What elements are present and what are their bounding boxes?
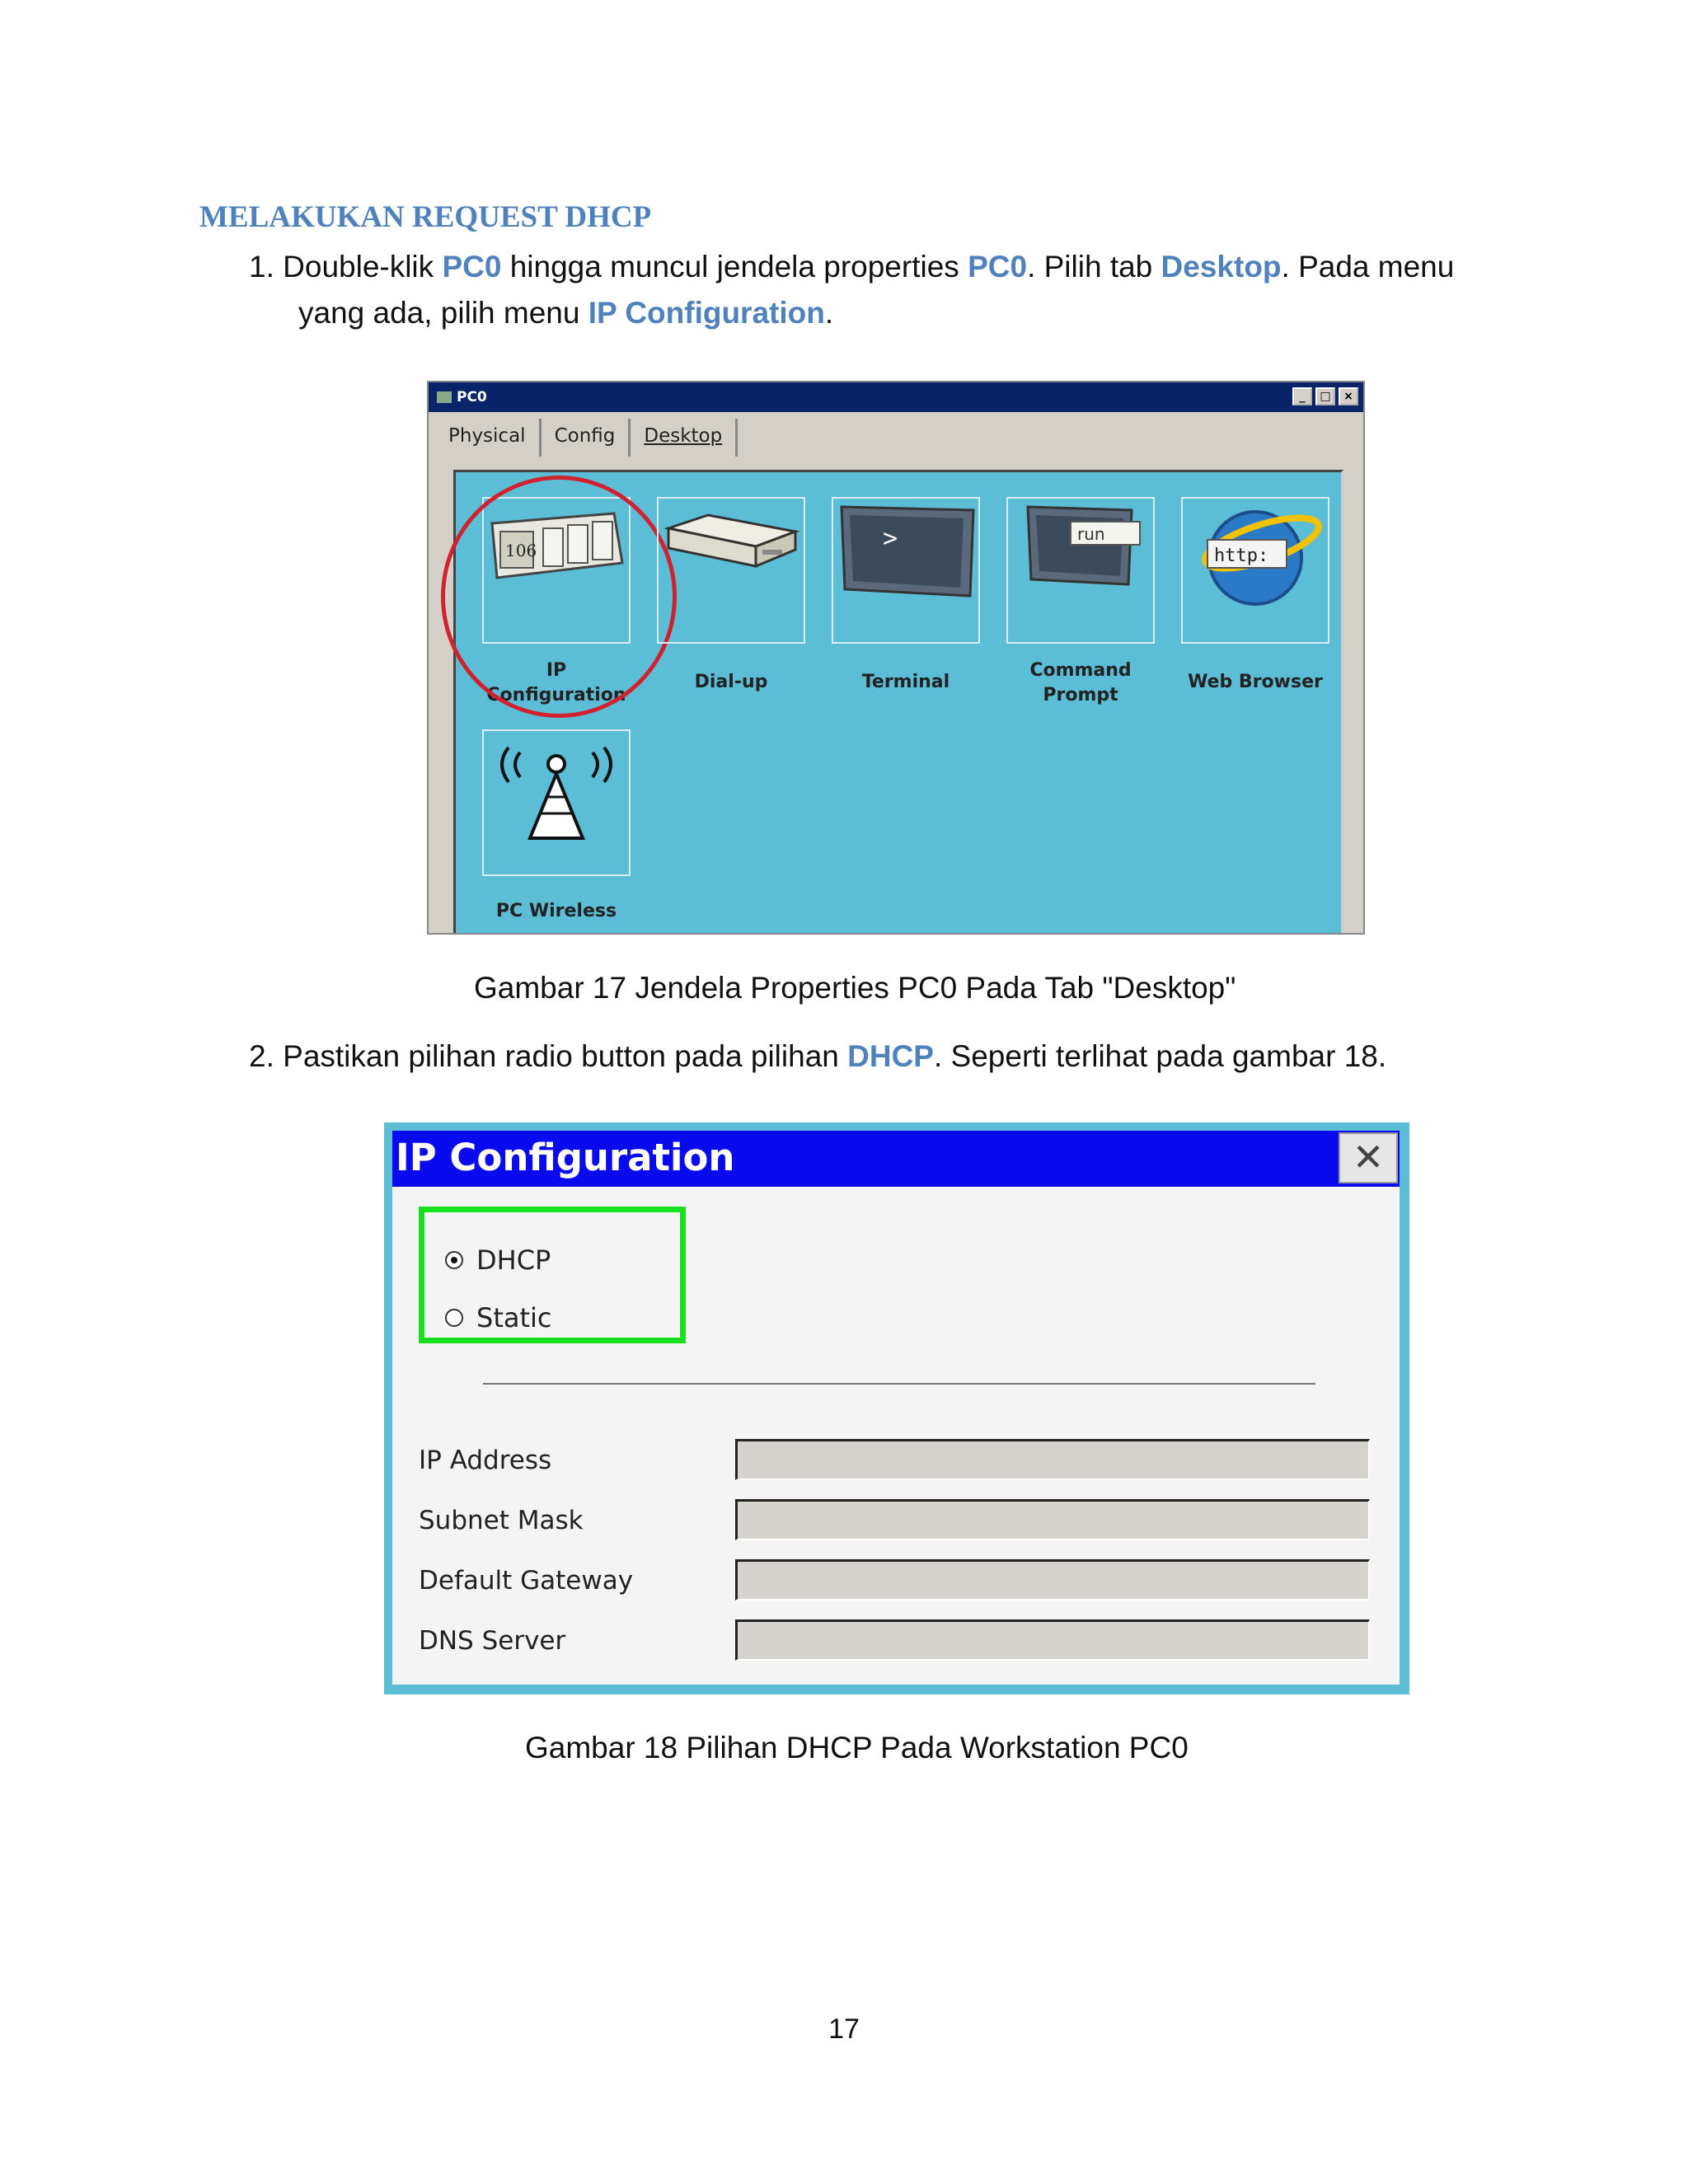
ip-config-window-title: IP Configuration: [396, 1136, 735, 1179]
ip-icon-label: 106: [505, 541, 537, 560]
terminal-prompt-glyph: >: [883, 524, 898, 553]
close-button[interactable]: ×: [1339, 387, 1358, 405]
static-radio-button[interactable]: [445, 1309, 463, 1327]
command-prompt-app[interactable]: [1006, 497, 1155, 644]
step-1-text: . Pilih tab: [1027, 250, 1161, 284]
step-2-text: Pastikan pilihan radio button pada pilihan: [283, 1039, 848, 1073]
terminal-icon: [833, 499, 978, 642]
pc0-properties-window: [427, 381, 1365, 935]
step-2-text: . Seperti terlihat pada gambar 18.: [933, 1039, 1387, 1073]
desktop-highlight: Desktop: [1160, 250, 1282, 284]
figure-17-caption: Gambar 17 Jendela Properties PC0 Pada Tab "Desktop": [474, 971, 1236, 1005]
step-2: [249, 1033, 1386, 1080]
ip-configuration-label-line1: IP: [546, 660, 567, 681]
terminal-app[interactable]: [832, 497, 980, 644]
ip-configuration-label-line2: Configuration: [486, 685, 626, 705]
step-1-text: hingga muncul jendela properties: [501, 250, 968, 284]
dns-server-input[interactable]: [735, 1619, 1370, 1661]
tab-config[interactable]: Config: [542, 419, 631, 457]
ip-configuration-highlight: IP Configuration: [588, 296, 825, 330]
step-1-number: 1.: [249, 250, 274, 284]
pc-icon: [437, 391, 452, 403]
pc-wireless-app[interactable]: [482, 729, 631, 876]
pc0-highlight: PC0: [442, 250, 502, 284]
page-number: 17: [828, 2013, 860, 2045]
figure-18-caption: Gambar 18 Pilihan DHCP Pada Workstation PC0: [525, 1731, 1189, 1765]
step-1-text: .: [824, 296, 834, 330]
ip-address-label: IP Address: [419, 1446, 552, 1475]
dhcp-radio-label: DHCP: [476, 1244, 551, 1276]
tab-physical[interactable]: Physical: [435, 419, 542, 457]
default-gateway-label: Default Gateway: [419, 1566, 634, 1596]
default-gateway-input[interactable]: [735, 1559, 1370, 1601]
minimize-button[interactable]: _: [1292, 387, 1312, 405]
close-button[interactable]: [1339, 1132, 1398, 1183]
terminal-label[interactable]: Terminal: [861, 672, 950, 692]
step-1: [249, 244, 1454, 290]
section-title: MELAKUKAN REQUEST DHCP: [199, 200, 652, 234]
subnet-mask-input[interactable]: [735, 1499, 1370, 1540]
static-radio[interactable]: [445, 1302, 552, 1333]
tab-desktop[interactable]: Desktop: [631, 419, 738, 457]
maximize-button[interactable]: □: [1315, 387, 1335, 405]
web-browser-app[interactable]: [1181, 497, 1329, 644]
ip-configuration-window: [384, 1122, 1409, 1694]
static-radio-label: Static: [476, 1302, 552, 1333]
close-icon: ✕: [1352, 1135, 1385, 1179]
pc-wireless-label[interactable]: PC Wireless: [495, 901, 617, 921]
divider: [483, 1383, 1315, 1385]
step-1-text: Double-klik: [283, 250, 443, 284]
dial-up-label[interactable]: Dial-up: [694, 672, 768, 692]
command-prompt-label-line2: Prompt: [1043, 685, 1118, 705]
pc0-window-title: PC0: [457, 389, 487, 405]
ip-config-title-bar: [392, 1131, 1400, 1187]
step-1-text: yang ada, pilih menu: [298, 296, 588, 330]
desktop-area: [453, 470, 1343, 934]
step-2-number: 2.: [249, 1039, 274, 1073]
command-prompt-label[interactable]: [990, 658, 1171, 708]
step-1-text: . Pada menu: [1281, 250, 1455, 284]
dhcp-radio-button[interactable]: [445, 1251, 463, 1269]
http-label: http:: [1214, 546, 1269, 566]
modem-icon: [659, 499, 804, 642]
dhcp-radio[interactable]: [445, 1244, 551, 1276]
step-1-continued: [298, 290, 833, 336]
pc0-highlight: PC0: [968, 250, 1028, 284]
command-prompt-label-line1: Command: [1029, 660, 1132, 681]
run-label: run: [1077, 524, 1105, 544]
web-browser-icon: [1183, 499, 1328, 642]
dns-server-label: DNS Server: [419, 1626, 566, 1656]
web-browser-label[interactable]: Web Browser: [1188, 672, 1323, 692]
tab-bar: [435, 419, 738, 457]
dhcp-highlight: DHCP: [847, 1039, 934, 1073]
wireless-tower-icon: [484, 731, 629, 874]
subnet-mask-label: Subnet Mask: [419, 1506, 584, 1535]
ip-address-input[interactable]: [735, 1439, 1370, 1480]
pc0-title-bar: [429, 382, 1363, 412]
command-prompt-icon: [1008, 499, 1153, 642]
dial-up-app[interactable]: [657, 497, 805, 644]
